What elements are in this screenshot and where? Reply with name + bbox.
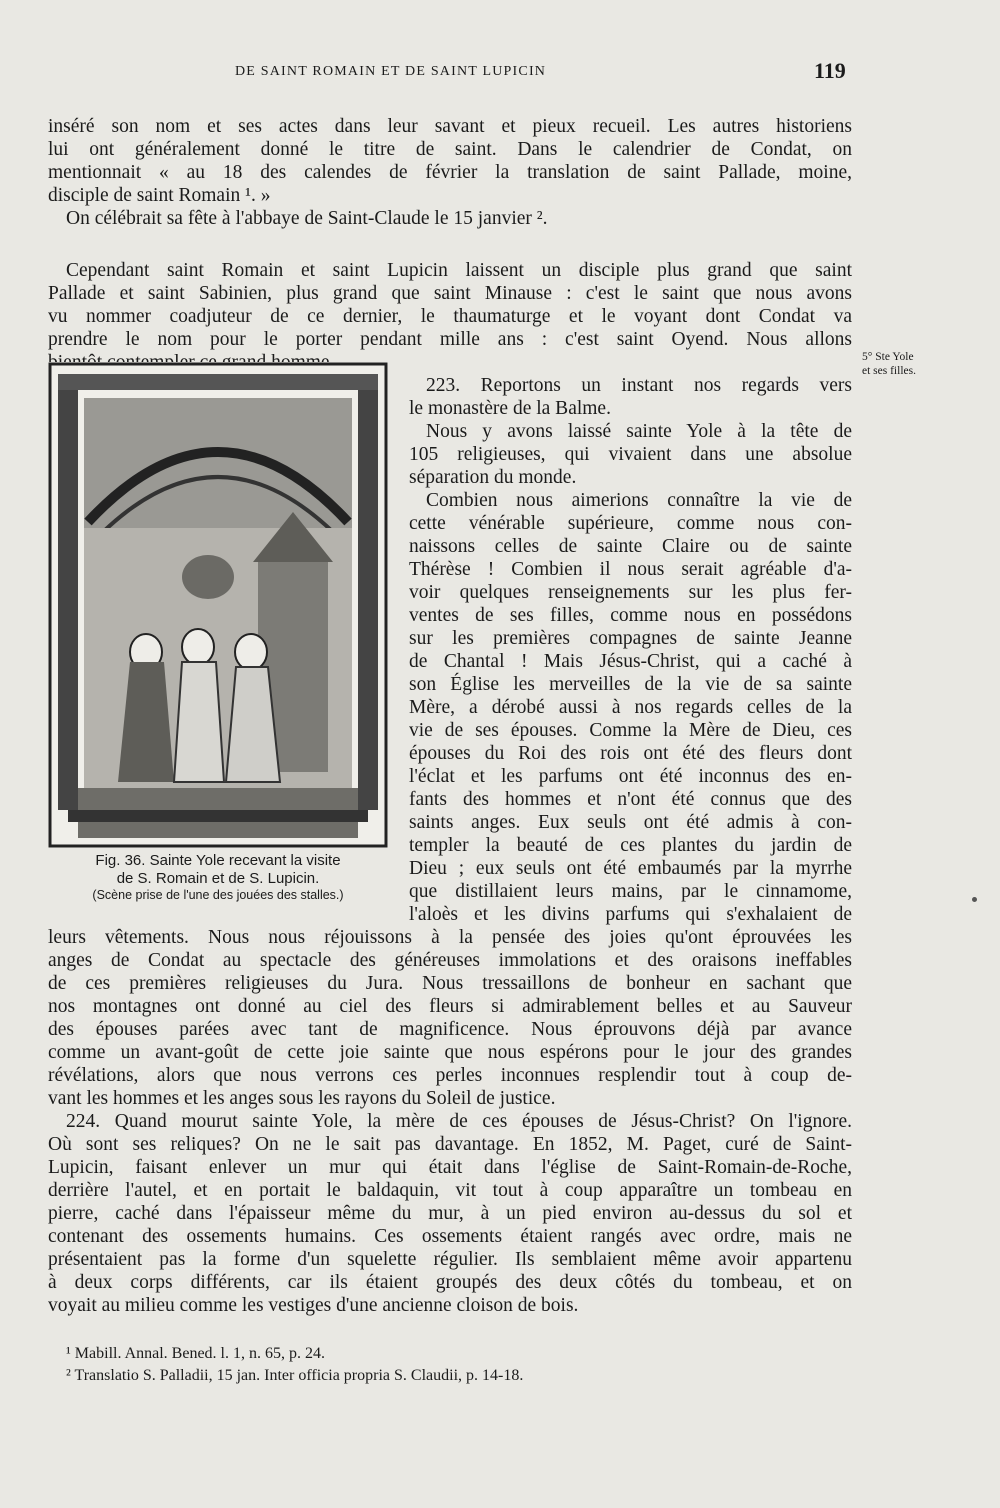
text-line: des épouses parées avec tant de magnificence. Nous éprouvons déjà par avance [48, 1019, 852, 1040]
text-line: naissons celles de sainte Claire ou de sainte [409, 536, 852, 557]
text-line: à deux corps différents, car ils étaient groupés des deux côtés du tombeau, et on [48, 1272, 852, 1293]
header-title: DE SAINT ROMAIN ET DE SAINT LUPICIN [235, 64, 547, 79]
margin-note [862, 350, 962, 378]
text-line: contenant des ossements humains. Ces ossements étaient rangés avec ordre, mais ne [48, 1226, 852, 1247]
text-line: nos montagnes ont donné au ciel des fleurs si admirablement belles et au Sauveur [48, 996, 852, 1017]
text-line: son Église les merveilles de la vie de sa sainte [409, 674, 852, 695]
page-number: 119 [814, 58, 846, 83]
text-line: le monastère de la Balme. [409, 398, 611, 419]
text-line: sur les premières compagnes de sainte Jeanne [409, 628, 852, 649]
figure-illustration [48, 362, 388, 848]
section-224-start: 224. Quand mourut sainte Yole, la mère de ces épouses de Jésus-Christ? On l'ignore. [66, 1111, 852, 1132]
figure-caption-line2: de S. Romain et de S. Lupicin. [116, 870, 320, 887]
text-line: comme un avant-goût de cette joie sainte que nous espérons pour le jour des grandes [48, 1042, 852, 1063]
text-line: derrière l'autel, et en portait le baldaquin, vit tout à coup apparaître un tombeau en [48, 1180, 852, 1201]
section-223-start: 223. Reportons un instant nos regards vers [426, 375, 852, 396]
margin-note-line: et ses filles. [862, 365, 916, 377]
figure-caption-note: (Scène prise de l'une des jouées des stalles.) [92, 888, 344, 902]
text-line: vu nommer coadjuteur de ce dernier, le thaumaturge et le voyant dont Condat va [48, 306, 852, 327]
text-line: Nous y avons laissé sainte Yole à la tête de [426, 421, 852, 442]
margin-note-line: 5° Ste Yole [862, 351, 914, 363]
text-line: Mère, a dérobé aussi à nos regards celles de la [409, 697, 852, 718]
text-line: fants des hommes et n'ont été connus que des [409, 789, 852, 810]
text-line: épouses du Roi des rois ont été des fleurs dont [409, 743, 852, 764]
text-line: pierre, caché dans l'épaisseur même du mur, à un pied environ au-dessus du sol et [48, 1203, 852, 1224]
text-line: On célébrait sa fête à l'abbaye de Saint-Claude le 15 janvier ². [66, 208, 548, 229]
text-line: inséré son nom et ses actes dans leur savant et pieux recueil. Les autres historiens [48, 116, 852, 137]
text-line: de ces premières religieuses du Jura. Nous tressaillons de bonheur en sachant que [48, 973, 852, 994]
text-line: vie de ses épouses. Comme la Mère de Dieu, ces [409, 720, 852, 741]
figure-caption: Fig. 36. Sainte Yole recevant la visite [95, 852, 341, 869]
text-line: Cependant saint Romain et saint Lupicin laissent un disciple plus grand que saint [66, 260, 852, 281]
text-line: Où sont ses reliques? On ne le sait pas davantage. En 1852, M. Paget, curé de Saint- [48, 1134, 852, 1155]
footnote-1: ¹ Mabill. Annal. Bened. l. 1, n. 65, p. 24. [66, 1345, 325, 1362]
text-line: Combien nous aimerions connaître la vie de [426, 490, 852, 511]
text-line: mentionnait « au 18 des calendes de février la translation de saint Pallade, moine, [48, 162, 852, 183]
text-line: présentaient pas la forme d'un squelette régulier. Ils semblaient même avoir appartenu [48, 1249, 852, 1270]
text-line: anges de Condat au spectacle des généreuses immolations et des oraisons ineffables [48, 950, 852, 971]
text-line: templer la beauté de ces plantes du jardin de [409, 835, 852, 856]
text-line: lui ont généralement donné le titre de saint. Dans le calendrier de Condat, on [48, 139, 852, 160]
text-line: 105 religieuses, qui vivaient dans une absolue [409, 444, 852, 465]
text-line: l'aloès et les divins parfums qui s'exhalaient de [409, 904, 852, 925]
text-line: voir quelques renseignements sur les plus fer- [409, 582, 852, 603]
text-line: leurs vêtements. Nous nous réjouissons à la pensée des joies qu'ont éprouvées les [48, 927, 852, 948]
speck-mark [972, 897, 977, 902]
carved-stall-engraving [48, 362, 388, 848]
text-line: Lupicin, faisant enlever un mur qui était dans l'église de Saint-Romain-de-Roche, [48, 1157, 852, 1178]
text-line: ventes de ses filles, comme nous en possédons [409, 605, 852, 626]
text-line: Pallade et saint Sabinien, plus grand que saint Minause : c'est le saint que nous avons [48, 283, 852, 304]
text-line: saints anges. Eux seuls ont été admis à con- [409, 812, 852, 833]
text-line: disciple de saint Romain ¹. » [48, 185, 271, 206]
text-line: l'éclat et les parfums ont été inconnus des en- [409, 766, 852, 787]
text-line: de Chantal ! Mais Jésus-Christ, qui a caché à [409, 651, 852, 672]
text-line: voyait au milieu comme les vestiges d'une ancienne cloison de bois. [48, 1295, 579, 1316]
footnote-2: ² Translatio S. Palladii, 15 jan. Inter officia propria S. Claudii, p. 14-18. [66, 1367, 524, 1384]
text-line: révélations, alors que nous verrons ces perles inconnues resplendir tout à coup de- [48, 1065, 852, 1086]
text-line: Thérèse ! Combien il nous serait agréable d'a- [409, 559, 852, 580]
text-line: que distillaient leurs mains, par le cinnamome, [409, 881, 852, 902]
text-line: vant les hommes et les anges sous les rayons du Soleil de justice. [48, 1088, 556, 1109]
text-line: séparation du monde. [409, 467, 577, 488]
text-line: prendre le nom pour le porter pendant mille ans : c'est saint Oyend. Nous allons [48, 329, 852, 350]
text-line: Dieu ; eux seuls ont été embaumés par la myrrhe [409, 858, 852, 879]
text-line: cette vénérable supérieure, comme nous con- [409, 513, 852, 534]
